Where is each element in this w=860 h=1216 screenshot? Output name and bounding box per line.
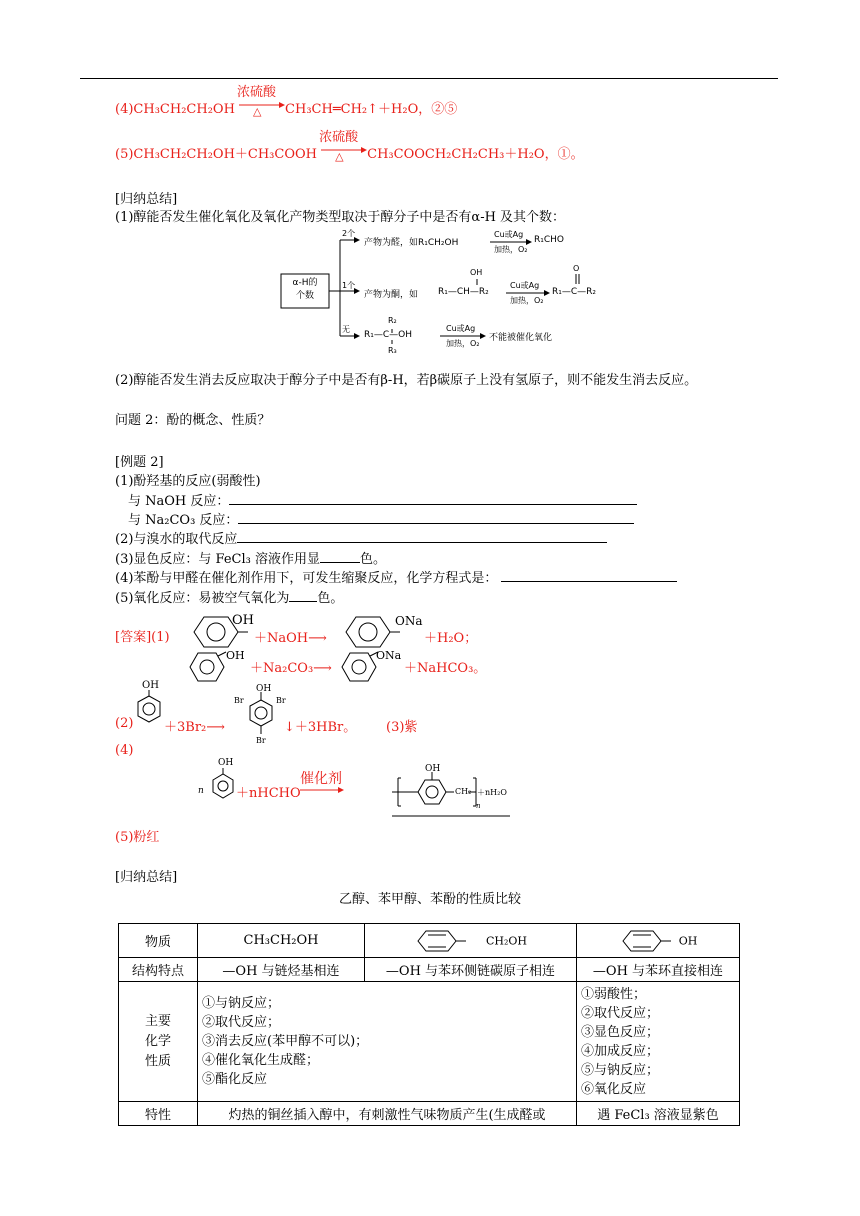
branch-0-r3: R₃ [388, 346, 397, 355]
heat-label: △ [253, 105, 262, 118]
header-line: 主要 [144, 1013, 171, 1029]
branch-2-cond-top: Cu或Ag [494, 230, 524, 239]
branch-0-cond-top: Cu或Ag [446, 324, 476, 333]
example-line-7 [115, 587, 343, 606]
subscript-n: n [476, 802, 481, 810]
reaction-arrow [319, 130, 367, 163]
oh-label: OH [218, 758, 234, 768]
br-label: Br [234, 696, 244, 705]
reaction-part: ＋H₂O； [424, 631, 478, 646]
answer-part-2: (2) [115, 716, 134, 731]
reaction-part: ＋NaOH⟶ [254, 631, 327, 646]
product: CH₃CH═CH₂↑＋H₂O，②⑤ [285, 102, 458, 117]
oh-label: OH [678, 934, 698, 947]
prop-item: ⑥氧化反应 [581, 1081, 647, 1097]
table-row [119, 924, 740, 958]
oh-label: OH [142, 680, 159, 691]
phenol-ring [132, 690, 166, 724]
header-substance: 物质 [119, 924, 198, 958]
ch2-label: CH₂ [455, 787, 472, 796]
example-line-1: (1)酚羟基的反应(弱酸性) [115, 474, 261, 489]
example-heading: [例题 2] [115, 455, 164, 470]
prop-item: ①弱酸性； [581, 986, 647, 1002]
table-row [119, 1102, 740, 1126]
reactant: CH₃CH₂CH₂OH＋CH₃COOH [133, 147, 317, 162]
header-line: 化学 [144, 1033, 171, 1049]
prop-item: ②取代反应； [581, 1005, 660, 1021]
branch-1-o: O [573, 264, 580, 273]
benzene-ring [414, 929, 486, 953]
phenol-props [577, 982, 740, 1102]
branch-2-text: 产物为醛，如R₁CH₂OH [364, 238, 459, 248]
answer-part-5: (5)粉红 [115, 830, 160, 845]
example-line-2 [128, 490, 637, 509]
phenol-cell [577, 924, 740, 958]
box-line: α-H的 [292, 278, 318, 288]
table-row [119, 958, 740, 982]
reaction-part: ↓＋3HBr。 [284, 720, 357, 735]
reaction-part: ＋3Br₂⟶ [164, 720, 225, 735]
box-line: 个数 [295, 291, 314, 301]
reaction-part: ＋nHCHO [236, 786, 301, 801]
ethanol-cell: CH₃CH₂OH [198, 924, 365, 958]
ch2oh-label: CH₂OH [485, 934, 528, 947]
ona-label: ONa [395, 614, 423, 628]
comparison-table [118, 923, 740, 1126]
prop-item: ①与钠反应； [202, 996, 281, 1011]
example-line-5 [115, 548, 386, 567]
branch-1-cond-bot: 加热，O₂ [510, 296, 544, 305]
prop-item: ④加成反应； [581, 1043, 660, 1059]
table-row [119, 982, 740, 1102]
line-text: 色。 [317, 591, 344, 606]
br-label: Br [276, 696, 286, 705]
summary-heading: [归纳总结] [115, 192, 178, 207]
alpha-h-box [286, 277, 324, 303]
line-text: (3)显色反应：与 FeCl₃ 溶液作用显 [115, 552, 320, 567]
phenol-ring [208, 768, 238, 804]
structure-phenol: —OH 与苯环直接相连 [577, 958, 740, 982]
reaction-part: ＋NaHCO₃。 [404, 661, 487, 676]
answer-part-4: (4) [115, 743, 134, 758]
answer-blank[interactable] [229, 491, 637, 505]
reactant: CH₃CH₂CH₂OH [133, 102, 235, 117]
reaction-number: (5) [115, 147, 134, 162]
branch-1-cond-top: Cu或Ag [510, 281, 540, 290]
ona-label: ONa [376, 649, 402, 662]
reaction-4 [115, 85, 458, 118]
tribromophenol-ring [244, 692, 278, 738]
answer-blank[interactable] [320, 549, 360, 563]
prop-item: ⑤与钠反应； [581, 1062, 660, 1078]
line-text: (2)与溴水的取代反应 [115, 532, 238, 547]
answer-part-3: (3)紫 [386, 720, 418, 735]
branch-1-text: 产物为酮，如 [364, 290, 419, 300]
prop-item: ②取代反应； [202, 1015, 281, 1030]
feature-phenol: 遇 FeCl₃ 溶液显紫色 [577, 1102, 740, 1126]
summary-point-2: (2)醇能否发生消去反应取决于醇分子中是否有β-H，若β碳原子上没有氢原子，则不能发生消去反应。 [115, 373, 698, 388]
answer-label: [答案](1) [115, 630, 170, 645]
n-label: n [198, 786, 204, 796]
branch-1-molecule: R₁—CH—R₂ [438, 287, 489, 297]
line-text: (4)苯酚与甲醛在催化剂作用下，可发生缩聚反应，化学方程式是： [115, 571, 498, 586]
reaction-number: (4) [115, 102, 134, 117]
branch-0-cond-bot: 加热，O₂ [446, 339, 480, 348]
summary2-heading: [归纳总结] [115, 870, 178, 885]
branch-0-result: 不能被催化氧化 [489, 333, 553, 343]
branch-1-oh: OH [470, 268, 483, 277]
line-text: 与 Na₂CO₃ 反应： [128, 513, 239, 528]
question-2: 问题 2：酚的概念、性质？ [115, 413, 271, 428]
header-chem [119, 982, 198, 1102]
benzyl-cell [365, 924, 577, 958]
product: CH₃COOCH₂CH₂CH₃＋H₂O，①。 [367, 147, 584, 162]
line-text: 色。 [360, 552, 387, 567]
example-line-4 [115, 528, 607, 547]
reaction-5 [115, 130, 584, 163]
structure-benzyl: —OH 与苯环侧链碳原子相连 [365, 958, 577, 982]
branch-2-count: 2个 [342, 229, 356, 238]
line-text: 与 NaOH 反应： [128, 494, 230, 509]
prop-item: ③消去反应(苯甲醇不可以)； [202, 1034, 369, 1049]
example-line-3 [128, 509, 634, 528]
prop-item: ⑤酯化反应 [202, 1072, 268, 1087]
header-feature: 特性 [119, 1102, 198, 1126]
branch-2-product: R₁CHO [534, 235, 564, 245]
oh-label: OH [232, 613, 254, 628]
alpha-h-diagram [280, 226, 620, 368]
water-label: ＋nH₂O [477, 788, 507, 797]
summary-point-1: (1)醇能否发生催化氧化及氧化产物类型取决于醇分子中是否有α-H 及其个数： [115, 210, 566, 225]
answer-blank[interactable] [289, 588, 317, 602]
header-structure: 结构特点 [119, 958, 198, 982]
branch-0-r2: R₂ [388, 316, 397, 325]
branch-2-cond-bot: 加热，O₂ [494, 245, 528, 254]
catalyst-label: 浓硫酸 [237, 85, 277, 100]
oh-label: OH [256, 684, 272, 694]
header-rule [80, 78, 778, 79]
answer-blank[interactable] [237, 529, 607, 543]
prop-item: ③显色反应； [581, 1024, 660, 1040]
answer-blank[interactable] [501, 568, 677, 582]
branch-1-product: R₁—C—R₂ [552, 287, 597, 297]
structure-ethanol: —OH 与链烃基相连 [198, 958, 365, 982]
header-line: 性质 [144, 1053, 171, 1069]
reaction-arrow [237, 85, 285, 118]
line-text: (5)氧化反应：易被空气氧化为 [115, 591, 290, 606]
branch-0-molecule: R₁—C—OH [364, 330, 412, 340]
example-line-6 [115, 567, 677, 586]
oh-label: OH [226, 649, 245, 662]
benzene-ring [619, 929, 679, 953]
answer-blank[interactable] [238, 510, 634, 524]
catalyst-label: 浓硫酸 [319, 130, 359, 145]
table-title: 乙醇、苯甲醇、苯酚的性质比较 [339, 892, 522, 907]
branch-1-count: 1个 [342, 281, 356, 290]
oh-label: OH [425, 764, 441, 774]
catalyst-arrow [300, 786, 344, 794]
catalyst-label: 催化剂 [300, 771, 342, 787]
reaction-part: ＋Na₂CO₃⟶ [250, 661, 332, 676]
br-label: Br [256, 736, 266, 745]
branch-0-count: 无 [342, 325, 350, 334]
prop-item: ④催化氧化生成醛； [202, 1053, 320, 1068]
feature-alcohol: 灼热的铜丝插入醇中，有刺激性气味物质产生(生成醛或 [198, 1102, 577, 1126]
heat-label: △ [335, 150, 344, 163]
alcohol-props [198, 982, 577, 1102]
